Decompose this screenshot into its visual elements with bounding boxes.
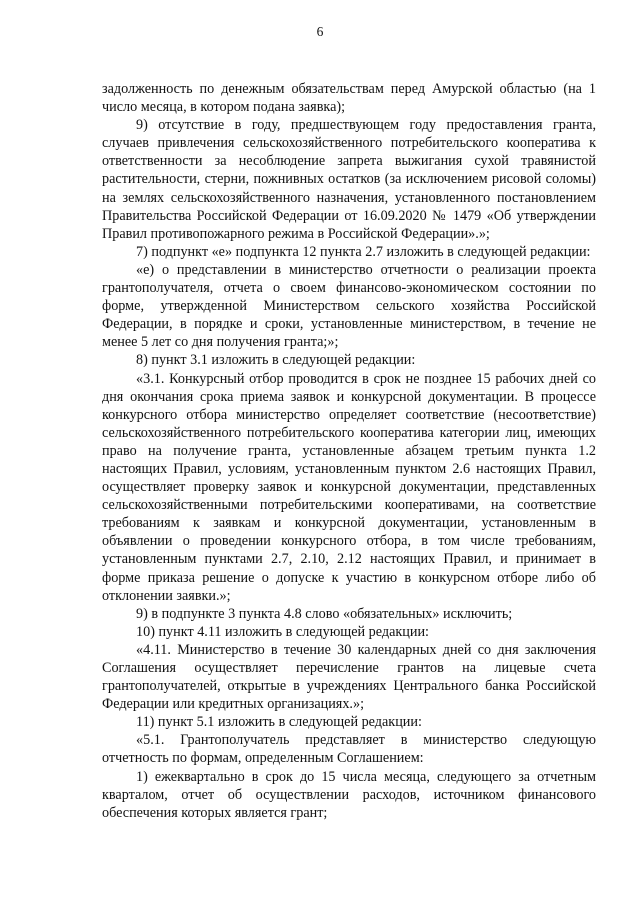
paragraph-item-7: 7) подпункт «е» подпункта 12 пункта 2.7 изложить в следующей редакции:	[136, 243, 591, 260]
paragraph-item-9-exclude: 9) в подпункте 3 пункта 4.8 слово «обязательных» исключить;	[136, 605, 513, 622]
paragraph-item-11: 11) пункт 5.1 изложить в следующей редакции:	[136, 714, 422, 731]
paragraph-item-8: 8) пункт 3.1 изложить в следующей редакции:	[136, 352, 416, 369]
document-body	[102, 80, 596, 822]
paragraph-subitem-1: 1) ежеквартально в срок до 15 числа месяца, следующего за отчетным кварталом, отчет об осуществлении расходов, источником финансового обеспечения которых является грант;	[102, 768, 596, 821]
page-number: 6	[316, 24, 324, 39]
paragraph-quote-5-1: «5.1. Грантополучатель представляет в министерство следующую отчетность по формам, определенным Соглашением:	[102, 732, 596, 767]
paragraph-quote-4-11: «4.11. Министерство в течение 30 календарных дней со дня заключения Соглашения осуществляет перечисление грантов на лицевые счета грантополучателей, открытые в учреждениях Центрального банка Российской Федерации или кредитных организациях.»;	[102, 641, 596, 713]
paragraph-item-9-fire: 9) отсутствие в году, предшествующем году предоставления гранта, случаев привлечения сельскохозяйственного потребительского кооператива к ответственности за несоблюдение запрета выжигания сухой травянистой растительности, стерни, пожнивных остатков (за исключением рисовой соломы) на землях сельскохозяйственного назначения, установленного постановлением Правительства Российской Федерации от 16.09.2020 № 1479 «Об утверждении Правил противопожарного режима в Российской Федерации».»;	[102, 117, 596, 242]
paragraph-quote-3-1: «3.1. Конкурсный отбор проводится в срок не позднее 15 рабочих дней со дня окончания срока приема заявок и конкурсной документации. В процессе конкурсного отбора министерство определяет соответствие (несоответствие) сельскохозяйственного потребительского кооператива категории лиц, имеющих право на получение гранта, установленные абзацем третьим пункта 1.2 настоящих Правил, условиям, установленным пунктом 2.6 настоящих Правил, осуществляет проверку заявок и конкурсной документации, представленных сельскохозяйственными потребительскими кооперативами, на соответствие требованиям к заявкам и конкурсной документации, установленным в объявлении о проведении конкурсного отбора, в том числе требованиям, установленным пунктами 2.7, 2.10, 2.12 настоящих Правил, и принимает в форме приказа решение о допуске к участию в конкурсном отборе либо об отклонении заявки.»;	[102, 370, 596, 604]
paragraph-item-10: 10) пункт 4.11 изложить в следующей редакции:	[136, 623, 430, 640]
paragraph-continuation: задолженность по денежным обязательствам перед Амурской областью (на 1 число месяца, в котором подана заявка);	[102, 81, 596, 116]
paragraph-quote-e: «е) о представлении в министерство отчетности о реализации проекта грантополучателя, отчета о своем финансово-экономическом состоянии по форме, утвержденной Министерством сельского хозяйства Российской Федерации, в порядке и сроки, установленные министерством, в течение не менее 5 лет со дня получения гранта;»;	[102, 261, 596, 351]
